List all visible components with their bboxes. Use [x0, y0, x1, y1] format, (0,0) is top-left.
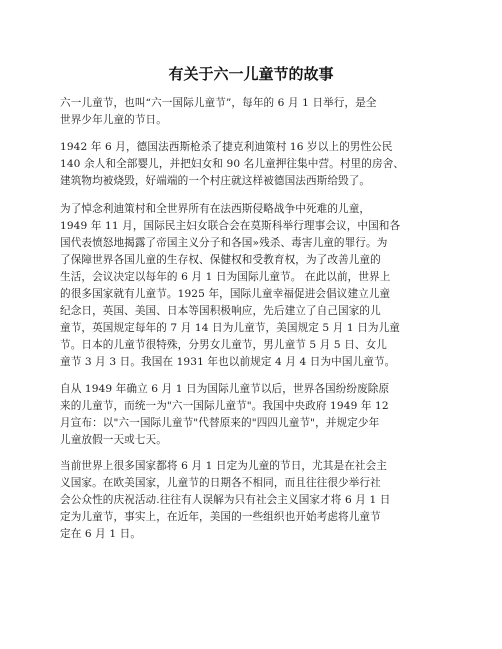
text-line: 140 余人和全部婴儿，并把妇女和 90 名儿童押往集中营。村里的房舍、	[60, 158, 405, 170]
paragraph-current	[60, 458, 445, 543]
text-line: 义国家。在欧美国家，儿童节的日期各不相同，而且往往很少举行社	[60, 477, 381, 489]
text-line: 月宣布：以"六一国际儿童节"代替原来的"四四儿童节"，并规定少年	[60, 417, 380, 429]
text-line: 儿童放假一天或七天。	[60, 434, 167, 446]
document-title: 有关于六一儿童节的故事	[168, 65, 334, 83]
text-line: 了保障世界各国儿童的生存权、保健权和受教育权，为了改善儿童的	[60, 254, 381, 266]
paragraph-lidice	[60, 139, 445, 190]
text-line: 纪念日，英国、美国、日本等国积极响应，先后建立了自己国家的儿	[60, 305, 381, 317]
text-line: 国代表愤怒地揭露了帝国主义分子和各国»残杀、毒害儿童的罪行。为	[60, 237, 388, 249]
text-line: 生活，会议决定以每年的 6 月 1 日为国际儿童节。 在此以前，世界上	[60, 271, 391, 283]
paragraph-unification	[60, 381, 445, 449]
text-line: 自从 1949 年确立 6 月 1 日为国际儿童节以后，世界各国纷纷废除原	[60, 383, 390, 395]
text-line: 为了悼念利迪策村和全世界所有在法西斯侵略战争中死难的儿童，	[60, 203, 371, 215]
text-line: 会公众性的庆祝活动.往往有人误解为只有社会主义国家才将 6 月 1 日	[60, 494, 391, 506]
text-line: 定为儿童节，事实上，在近年，美国的一些组织也开始考虑将儿童节	[60, 511, 381, 523]
text-line: 世界少年儿童的节日。	[60, 114, 167, 126]
text-line: 来的儿童节，而统一为"六一国际儿童节"。我国中央政府 1949 年 12	[60, 400, 389, 412]
text-line: 的很多国家就有儿童节。1925 年，国际儿童幸福促进会倡议建立儿童	[60, 288, 391, 300]
text-line: 童节 3 月 3 日。我国在 1931 年也以前规定 4 月 4 日为中国儿童节。	[60, 356, 396, 368]
text-line: 童节，英国规定每年的 7 月 14 日为儿童节，美国规定 5 月 1 日为儿童	[60, 322, 400, 334]
paragraph-intro	[60, 95, 445, 129]
paragraph-history	[60, 201, 445, 371]
text-line: 定在 6 月 1 日。	[60, 528, 142, 540]
text-line: 1949 年 11 月，国际民主妇女联合会在莫斯科举行理事会议，中国和各	[60, 220, 401, 232]
text-line: 1942 年 6 月，德国法西斯枪杀了捷克利迪策村 16 岁以上的男性公民	[60, 141, 393, 153]
text-line: 建筑物均被烧毁，好端端的一个村庄就这样被德国法西斯给毁了。	[60, 175, 371, 187]
text-line: 六一儿童节，也叫“六一国际儿童节”，每年的 6 月 1 日举行，是全	[60, 97, 377, 109]
text-line: 当前世界上很多国家都将 6 月 1 日定为儿童的节日，尤其是在社会主	[60, 460, 387, 472]
text-line: 节。日本的儿童节很特殊，分男女儿童节，男儿童节 5 月 5 日、女儿	[60, 339, 387, 351]
